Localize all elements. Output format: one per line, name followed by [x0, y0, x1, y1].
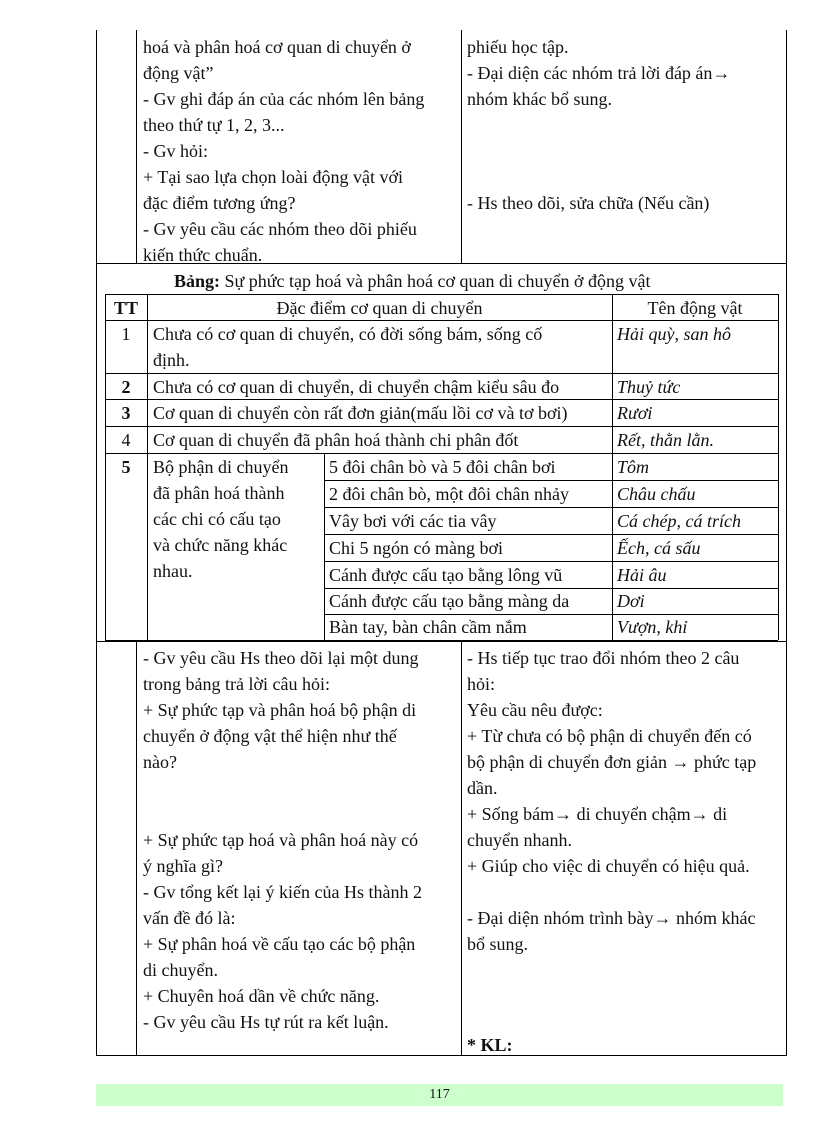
top-right-note: - Hs theo dõi, sửa chữa (Nếu cần) — [467, 193, 710, 213]
bottom-left-line-7 — [143, 801, 422, 827]
row5-sub5-feature: Cánh được cấu tạo bằng lông vũ — [329, 565, 563, 585]
row5-sub2-animal: Châu chấu — [617, 484, 696, 504]
table-row3-tt: 3 — [121, 403, 131, 423]
row5-group-line-4: và chức năng khác — [153, 535, 288, 555]
table-title — [174, 268, 650, 294]
row5-sub4-animal: Ếch, cá sấu — [617, 538, 701, 558]
page-footer — [96, 1084, 783, 1106]
bottom-left-line-14: + Chuyên hoá dần về chức năng. — [143, 986, 380, 1006]
table-row3-feature: Cơ quan di chuyển còn rất đơn giản(mấu lồi cơ và tơ bơi) — [153, 403, 568, 423]
table-row2-feature: Chưa có cơ quan di chuyển, di chuyển chậm kiểu sâu đo — [153, 377, 560, 397]
bottom-right-line-12: bổ sung. — [467, 934, 529, 954]
table-title-prefix: Bảng: — [174, 271, 221, 291]
bottom-left-line-12: + Sự phân hoá về cấu tạo các bộ phận — [143, 934, 416, 954]
bottom-left-line-9: ý nghĩa gì? — [143, 856, 223, 876]
table-row1-animal: Hải quỳ, san hô — [617, 324, 731, 344]
top-left-text-block — [143, 34, 424, 268]
bottom-right-line-11: - Đại diện nhóm trình bày→ nhóm khác — [467, 908, 756, 928]
bottom-right-line-7: + Sống bám→ di chuyển chậm→ di — [467, 804, 728, 824]
table-title-rest: Sự phức tạp hoá và phân hoá cơ quan di chuyển ở động vật — [220, 271, 651, 291]
bottom-right-line-3: Yêu cầu nêu được: — [467, 700, 603, 720]
bottom-left-text-block — [143, 645, 422, 1035]
table-row5-tt: 5 — [121, 457, 131, 477]
row5-group-line-1: Bộ phận di chuyển — [153, 457, 289, 477]
top-left-line-8: - Gv yêu cầu các nhóm theo dõi phiếu — [143, 219, 417, 239]
table-tt-divider — [147, 294, 148, 640]
bottom-left-line-8: + Sự phức tạp hoá và phân hoá này có — [143, 830, 419, 850]
bottom-left-line-15: - Gv yêu cầu Hs tự rút ra kết luận. — [143, 1012, 389, 1032]
top-left-line-3: - Gv ghi đáp án của các nhóm lên bảng — [143, 89, 425, 109]
bottom-left-line-6 — [143, 775, 422, 801]
top-right-line-3: nhóm khác bổ sung. — [467, 89, 612, 109]
row5-sub6-feature: Cánh được cấu tạo bằng màng da — [329, 591, 570, 611]
row5-sub7-feature: Bàn tay, bàn chân cầm nắm — [329, 617, 527, 637]
bottom-right-line-10 — [467, 879, 756, 905]
bottom-right-text-block — [467, 645, 756, 957]
bottom-left-line-1: - Gv yêu cầu Hs theo dõi lại một dung — [143, 648, 419, 668]
top-left-line-7: đặc điểm tương ứng? — [143, 193, 296, 213]
frame-bottom-border — [96, 1055, 787, 1056]
bottom-section-top-border — [96, 641, 787, 642]
conclusion-label: * KL: — [467, 1035, 513, 1055]
top-right-text-block — [467, 34, 730, 112]
bottom-right-line-1: - Hs tiếp tục trao đổi nhóm theo 2 câu — [467, 648, 740, 668]
table-row1-tt: 1 — [121, 324, 131, 344]
table-right-border — [778, 294, 779, 640]
frame-right-border — [786, 30, 787, 1056]
bottom-left-line-4: chuyển ở động vật thể hiện như thế — [143, 726, 397, 746]
row5-sub3-animal: Cá chép, cá trích — [617, 511, 741, 531]
top-right-line-2: - Đại diện các nhóm trả lời đáp án→ — [467, 63, 731, 83]
table-row1-feature-line2: định. — [153, 350, 190, 370]
row5-sub6-animal: Dơi — [617, 591, 645, 611]
top-left-line-9: kiến thức chuẩn. — [143, 245, 263, 265]
top-right-line-1: phiếu học tập. — [467, 37, 569, 57]
top-col-divider-2 — [461, 30, 462, 263]
row5-sub1-animal: Tôm — [617, 457, 650, 477]
top-col-divider-1 — [136, 30, 137, 263]
row5-sub7-animal: Vượn, khỉ — [617, 617, 688, 637]
row5-group-line-3: các chi có cấu tạo — [153, 509, 281, 529]
table-header-animal: Tên động vật — [647, 298, 743, 318]
bottom-left-line-3: + Sự phức tạp và phân hoá bộ phận di — [143, 700, 417, 720]
table-row5-group-divider — [324, 453, 325, 640]
table-animal-divider — [612, 294, 613, 640]
row5-group-line-5: nhau. — [153, 561, 193, 581]
bottom-right-line-4: + Từ chưa có bộ phận di chuyển đến có — [467, 726, 752, 746]
table-row4-feature: Cơ quan di chuyển đã phân hoá thành chi phân đốt — [153, 430, 519, 450]
row5-group-line-2: đã phân hoá thành — [153, 483, 285, 503]
table-header-feature: Đặc điểm cơ quan di chuyển — [276, 298, 483, 318]
top-left-line-2: động vật” — [143, 63, 214, 83]
bottom-right-line-5: bộ phận di chuyển đơn giản → phức tạp — [467, 752, 757, 772]
bottom-left-line-10: - Gv tổng kết lại ý kiến của Hs thành 2 — [143, 882, 422, 902]
top-left-line-1: hoá và phân hoá cơ quan di chuyển ở — [143, 37, 411, 57]
table-row5-group-text — [153, 454, 288, 584]
bottom-right-line-9: + Giúp cho việc di chuyển có hiệu quả. — [467, 856, 750, 876]
row5-sub2-feature: 2 đôi chân bò, một đôi chân nhảy — [329, 484, 569, 504]
table-header-tt: TT — [113, 298, 138, 318]
page-number: 117 — [429, 1087, 450, 1102]
bottom-right-line-8: chuyển nhanh. — [467, 830, 572, 850]
frame-left-border — [96, 30, 97, 1056]
row5-sub3-feature: Vây bơi với các tia vây — [329, 511, 497, 531]
bottom-col-divider-2 — [461, 641, 462, 1056]
top-left-line-5: - Gv hỏi: — [143, 141, 208, 161]
bottom-col-divider-1 — [136, 641, 137, 1056]
table-row1-feature-line1: Chưa có cơ quan di chuyển, có đời sống bám, sống cố — [153, 324, 543, 344]
table-row3-animal: Rươi — [617, 403, 653, 423]
bottom-left-line-2: trong bảng trả lời câu hỏi: — [143, 674, 330, 694]
bottom-right-line-6: dần. — [467, 778, 498, 798]
bottom-right-line-2: hỏi: — [467, 674, 496, 694]
table-row4-tt: 4 — [121, 430, 131, 450]
row5-sub5-animal: Hải âu — [617, 565, 667, 585]
row5-sub4-feature: Chi 5 ngón có màng bơi — [329, 538, 504, 558]
top-left-line-6: + Tại sao lựa chọn loài động vật với — [143, 167, 404, 187]
table-row4-animal: Rết, thằn lằn. — [617, 430, 714, 450]
bottom-left-line-11: vấn đề đó là: — [143, 908, 236, 928]
bottom-left-line-5: nào? — [143, 752, 177, 772]
table-row2-tt: 2 — [121, 377, 131, 397]
top-left-line-4: theo thứ tự 1, 2, 3... — [143, 115, 285, 135]
table-row2-animal: Thuỷ tức — [617, 377, 681, 397]
bottom-left-line-13: di chuyển. — [143, 960, 218, 980]
row5-sub1-feature: 5 đôi chân bò và 5 đôi chân bơi — [329, 457, 556, 477]
